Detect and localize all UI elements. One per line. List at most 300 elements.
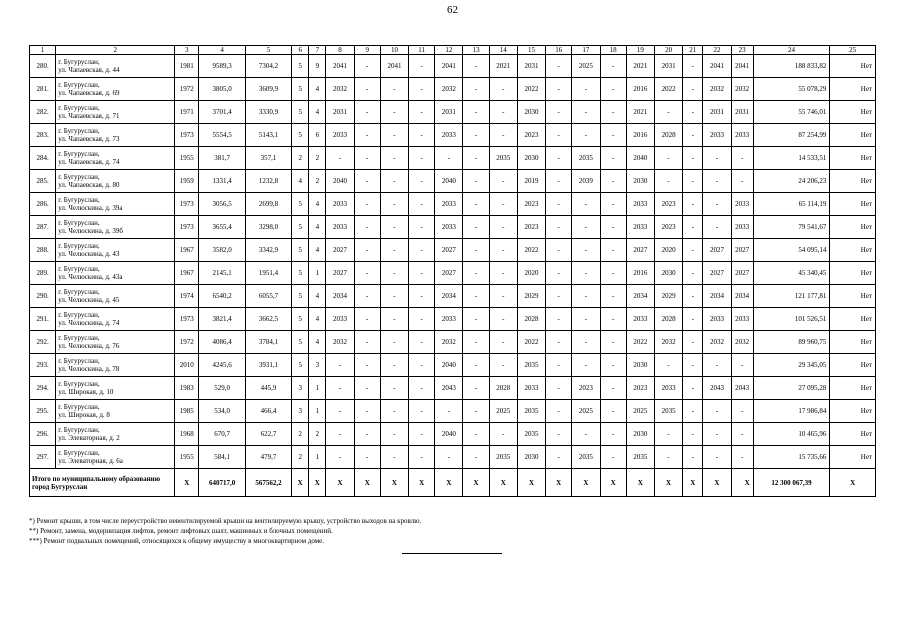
table-cell: - [731,147,753,170]
table-cell: - [409,262,435,285]
table-cell: 2034 [731,285,753,308]
cost-cell: 24 206,23 [753,170,830,193]
flag-cell: Нет [830,423,876,446]
table-cell: 2043 [703,377,731,400]
table-cell: - [354,124,380,147]
table-cell: 4 [309,78,326,101]
table-cell: 5 [292,331,309,354]
table-cell: - [600,147,626,170]
table-cell: 2031 [731,101,753,124]
table-cell: 3701,4 [199,101,245,124]
table-cell: 7304,2 [245,55,291,78]
column-number-cell: 25 [830,46,876,55]
address-cell: г. Бугуруслан, ул. Элеваторная, д. 2 [56,423,175,446]
table-cell: - [703,446,731,469]
column-number-cell: 9 [354,46,380,55]
table-cell: - [463,354,489,377]
row-number-cell: 281. [30,78,56,101]
table-cell: - [463,446,489,469]
total-cell: X [489,469,517,497]
table-cell: 2022 [517,78,545,101]
table-cell: 2033 [435,124,463,147]
cost-cell: 45 340,45 [753,262,830,285]
column-number-cell: 7 [309,46,326,55]
column-number-cell: 2 [56,46,175,55]
cost-cell: 87 254,99 [753,124,830,147]
table-cell: 9589,3 [199,55,245,78]
table-cell: - [546,446,572,469]
table-cell: - [731,423,753,446]
cost-cell: 15 735,66 [753,446,830,469]
table-row [30,216,876,239]
table-cell: 2033 [435,193,463,216]
address-cell: г. Бугуруслан, ул. Чапаевская, д. 71 [56,101,175,124]
flag-cell: Нет [830,147,876,170]
table-cell: 2030 [626,354,654,377]
table-cell: 2032 [435,331,463,354]
table-cell: 2030 [517,446,545,469]
table-cell: 2032 [731,331,753,354]
row-number-cell: 285. [30,170,56,193]
table-cell: - [380,446,408,469]
table-cell: - [463,308,489,331]
table-cell: 2033 [731,193,753,216]
cost-cell: 14 533,51 [753,147,830,170]
table-cell: - [354,285,380,308]
address-cell: г. Бугуруслан, ул. Челюскина, д. 43 [56,239,175,262]
table-cell: - [489,354,517,377]
table-cell: 4 [309,285,326,308]
table-cell: 2033 [703,124,731,147]
table-cell: - [489,331,517,354]
total-cell: X [683,469,703,497]
table-cell: - [489,216,517,239]
table-cell: - [354,101,380,124]
total-cell: X [326,469,354,497]
table-cell: 2025 [626,400,654,423]
table-cell: - [572,285,600,308]
table-cell: - [683,285,703,308]
table-cell: 2022 [626,331,654,354]
table-cell: - [354,78,380,101]
table-cell: - [409,78,435,101]
row-number-cell: 288. [30,239,56,262]
table-row [30,170,876,193]
flag-cell: Нет [830,331,876,354]
table-cell: - [546,308,572,331]
table-cell: 5 [292,101,309,124]
table-cell: - [654,147,682,170]
cost-cell: 188 833,82 [753,55,830,78]
table-cell: - [489,423,517,446]
column-number-cell: 4 [199,46,245,55]
table-cell: - [703,170,731,193]
table-cell: 2032 [703,78,731,101]
table-cell: - [731,354,753,377]
table-cell: 2031 [654,55,682,78]
total-cell: X [830,469,876,497]
table-cell: 2033 [517,377,545,400]
table-cell: 2033 [326,124,354,147]
table-cell: - [546,124,572,147]
table-cell: - [409,423,435,446]
table-row [30,377,876,400]
table-cell: 3 [292,400,309,423]
table-cell: 4 [292,170,309,193]
table-cell: 2031 [435,101,463,124]
table-cell: - [600,446,626,469]
table-cell: 2032 [731,78,753,101]
total-cost-cell: X [731,469,753,497]
table-cell: 2027 [435,239,463,262]
table-cell: - [354,308,380,331]
table-cell: 670,7 [199,423,245,446]
table-cell: - [600,55,626,78]
table-cell: 2032 [435,78,463,101]
row-number-cell: 297. [30,446,56,469]
table-cell: 2043 [435,377,463,400]
table-cell: 2032 [703,331,731,354]
total-cell: X [292,469,309,497]
table-cell: - [380,400,408,423]
table-cell: - [463,78,489,101]
table-cell: - [600,285,626,308]
table-cell: - [683,377,703,400]
table-cell: 2035 [517,400,545,423]
table-cell: - [600,377,626,400]
table-cell: - [409,308,435,331]
table-cell: - [463,55,489,78]
table-cell: 2043 [731,377,753,400]
table-cell: - [683,170,703,193]
table-cell: - [409,216,435,239]
table-cell: - [354,423,380,446]
footnote-elevator: **) Ремонт, замена, модернизация лифтов, ремонт лифтовых шахт, машинных и блочных помещений. [29,527,333,535]
table-cell: 2033 [703,308,731,331]
total-label: Итого по муниципальному образованию город Бугуруслан [30,469,175,497]
address-cell: г. Бугуруслан, ул. Широкая, д. 10 [56,377,175,400]
table-cell: - [409,446,435,469]
table-cell: 2033 [731,216,753,239]
table-cell: 2034 [326,285,354,308]
table-cell: - [354,377,380,400]
table-cell: - [683,78,703,101]
column-number-cell: 13 [463,46,489,55]
table-row [30,124,876,147]
table-cell: - [489,101,517,124]
cost-cell: 101 526,51 [753,308,830,331]
table-cell: 2023 [517,193,545,216]
table-cell: 2022 [517,239,545,262]
table-cell: - [489,262,517,285]
table-cell: 2040 [435,354,463,377]
table-cell: 5 [292,216,309,239]
table-row [30,147,876,170]
table-cell: 3931,1 [245,354,291,377]
table-cell: - [600,78,626,101]
table-cell: 5143,1 [245,124,291,147]
table-cell: 2027 [703,239,731,262]
table-cell: - [572,423,600,446]
table-cell: - [380,147,408,170]
table-cell: 3655,4 [199,216,245,239]
table-cell: 3342,9 [245,239,291,262]
table-cell: 1959 [175,170,199,193]
table-cell: - [572,239,600,262]
table-cell: - [435,147,463,170]
table-cell: - [683,193,703,216]
flag-cell: Нет [830,400,876,423]
table-cell: 1972 [175,331,199,354]
table-cell: - [326,147,354,170]
table-cell: 3662,5 [245,308,291,331]
address-cell: г. Бугуруслан, ул. Челюскина, д. 78 [56,354,175,377]
table-cell: - [463,400,489,423]
total-cell: X [175,469,199,497]
table-cell: 2028 [517,308,545,331]
cost-cell: 121 177,81 [753,285,830,308]
table-cell: 2020 [517,262,545,285]
table-cell: 6 [309,124,326,147]
column-number-cell: 22 [703,46,731,55]
table-cell: 2023 [626,377,654,400]
table-cell: 4245,6 [199,354,245,377]
flag-cell: Нет [830,239,876,262]
table-cell: - [380,193,408,216]
table-cell: 2033 [731,124,753,147]
table-cell: - [463,331,489,354]
table-cell: - [683,239,703,262]
table-cell: 3 [292,377,309,400]
table-cell: - [683,446,703,469]
table-cell: - [731,170,753,193]
table-cell: 2699,8 [245,193,291,216]
table-cell: 3298,0 [245,216,291,239]
table-cell: 1973 [175,193,199,216]
table-cell: 2033 [654,377,682,400]
table-cell: 3582,0 [199,239,245,262]
table-cell: - [683,216,703,239]
table-cell: 3609,9 [245,78,291,101]
table-cell: - [354,147,380,170]
flag-cell: Нет [830,124,876,147]
table-row [30,423,876,446]
table-cell: - [703,147,731,170]
table-cell: 2035 [626,446,654,469]
address-cell: г. Бугуруслан, ул. Чапаевская, д. 74 [56,147,175,170]
cost-cell: 65 114,19 [753,193,830,216]
table-row [30,308,876,331]
table-cell: - [546,216,572,239]
column-number-cell: 15 [517,46,545,55]
table-cell: - [463,193,489,216]
table-cell: - [683,331,703,354]
total-cell: X [517,469,545,497]
table-cell: - [572,78,600,101]
table-cell: - [489,285,517,308]
table-cell: 4 [309,331,326,354]
table-cell: 2 [309,147,326,170]
table-cell: 2025 [572,55,600,78]
table-cell: - [600,124,626,147]
table-cell: 2033 [435,308,463,331]
table-cell: 4 [309,193,326,216]
table-row [30,55,876,78]
flag-cell: Нет [830,354,876,377]
table-cell: 5 [292,193,309,216]
table-cell: 2027 [326,262,354,285]
address-cell: г. Бугуруслан, ул. Чапаевская, д. 44 [56,55,175,78]
table-cell: 1331,4 [199,170,245,193]
table-cell: - [380,354,408,377]
table-cell: 2027 [731,262,753,285]
table-cell: 2030 [517,101,545,124]
table-cell: - [489,124,517,147]
table-cell: - [654,354,682,377]
table-cell: - [600,101,626,124]
column-number-cell: 24 [753,46,830,55]
flag-cell: Нет [830,262,876,285]
table-cell: - [326,354,354,377]
table-cell: 1971 [175,101,199,124]
table-cell: 1967 [175,239,199,262]
table-cell: 1981 [175,55,199,78]
address-cell: г. Бугуруслан, ул. Чапаевская, д. 69 [56,78,175,101]
column-number-cell: 20 [654,46,682,55]
table-cell: - [572,216,600,239]
table-cell: 2040 [435,423,463,446]
table-cell: 2145,1 [199,262,245,285]
table-cell: - [546,170,572,193]
table-cell: - [703,193,731,216]
address-cell: г. Бугуруслан, ул. Челюскина, д. 74 [56,308,175,331]
table-cell: 2021 [626,55,654,78]
table-cell: - [683,308,703,331]
table-cell: 2035 [572,446,600,469]
address-cell: г. Бугуруслан, ул. Челюскина, д. 39а [56,193,175,216]
table-cell: 2023 [517,216,545,239]
table-cell: - [600,170,626,193]
table-cell: - [380,423,408,446]
table-cell: 5 [292,78,309,101]
table-cell: - [326,377,354,400]
table-cell: - [380,216,408,239]
flag-cell: Нет [830,285,876,308]
footnote-roof: *) Ремонт крыши, в том числе переустройство невентилируемой крыши на вентилируемую крышу, устройство выходов на кровлю. [29,517,422,525]
row-number-cell: 287. [30,216,56,239]
table-cell: - [409,239,435,262]
table-cell: 2040 [326,170,354,193]
table-cell: 2035 [489,446,517,469]
table-row [30,193,876,216]
cost-cell: 17 986,84 [753,400,830,423]
table-cell: 4 [309,101,326,124]
table-cell: - [546,285,572,308]
table-cell: 1974 [175,285,199,308]
cost-cell: 27 095,28 [753,377,830,400]
column-number-cell: 8 [326,46,354,55]
table-cell: - [546,78,572,101]
housing-repair-table [29,45,876,497]
table-cell: 2041 [703,55,731,78]
table-cell: - [731,446,753,469]
total-cell: X [626,469,654,497]
table-cell: - [654,446,682,469]
table-cell: 2033 [326,216,354,239]
table-cell: - [380,331,408,354]
flag-cell: Нет [830,101,876,124]
table-cell: - [654,423,682,446]
column-number-cell: 3 [175,46,199,55]
table-cell: - [489,308,517,331]
table-cell: - [463,101,489,124]
total-cell: 640717,0 [199,469,245,497]
table-cell: 2025 [572,400,600,423]
table-cell: 2039 [572,170,600,193]
table-cell: - [409,193,435,216]
table-cell: 1 [309,262,326,285]
flag-cell: Нет [830,193,876,216]
row-number-cell: 293. [30,354,56,377]
column-number-cell: 12 [435,46,463,55]
table-cell: 3 [309,354,326,377]
table-cell: 2023 [572,377,600,400]
address-cell: г. Бугуруслан, ул. Чапаевская, д. 80 [56,170,175,193]
cost-cell: 79 541,67 [753,216,830,239]
table-cell: 4 [309,239,326,262]
table-cell: - [600,216,626,239]
table-cell: 2023 [517,124,545,147]
table-cell: - [489,78,517,101]
table-cell: - [600,354,626,377]
address-cell: г. Бугуруслан, ул. Челюскина, д. 45 [56,285,175,308]
table-cell: 1 [309,400,326,423]
table-cell: 1983 [175,377,199,400]
table-cell: 9 [309,55,326,78]
table-cell: - [683,55,703,78]
table-row [30,78,876,101]
table-cell: 2023 [654,193,682,216]
table-cell: - [354,193,380,216]
table-cell: - [600,331,626,354]
table-cell: 466,4 [245,400,291,423]
table-cell: - [463,377,489,400]
table-cell: - [409,400,435,423]
table-cell: 5 [292,262,309,285]
table-cell: 2028 [654,124,682,147]
table-cell: 6055,7 [245,285,291,308]
table-cell: - [683,354,703,377]
table-cell: - [489,239,517,262]
table-cell: - [380,262,408,285]
table-cell: 2032 [326,331,354,354]
table-row [30,239,876,262]
table-cell: - [380,308,408,331]
cost-cell: 55 746,01 [753,101,830,124]
table-cell: 2027 [703,262,731,285]
table-cell: - [380,124,408,147]
table-cell: - [463,239,489,262]
table-cell: 5554,5 [199,124,245,147]
table-cell: 2029 [654,285,682,308]
table-cell: - [703,400,731,423]
table-cell: - [354,55,380,78]
table-cell: 1232,8 [245,170,291,193]
table-cell: - [683,400,703,423]
table-cell: - [654,170,682,193]
table-cell: 1973 [175,308,199,331]
table-cell: - [380,101,408,124]
